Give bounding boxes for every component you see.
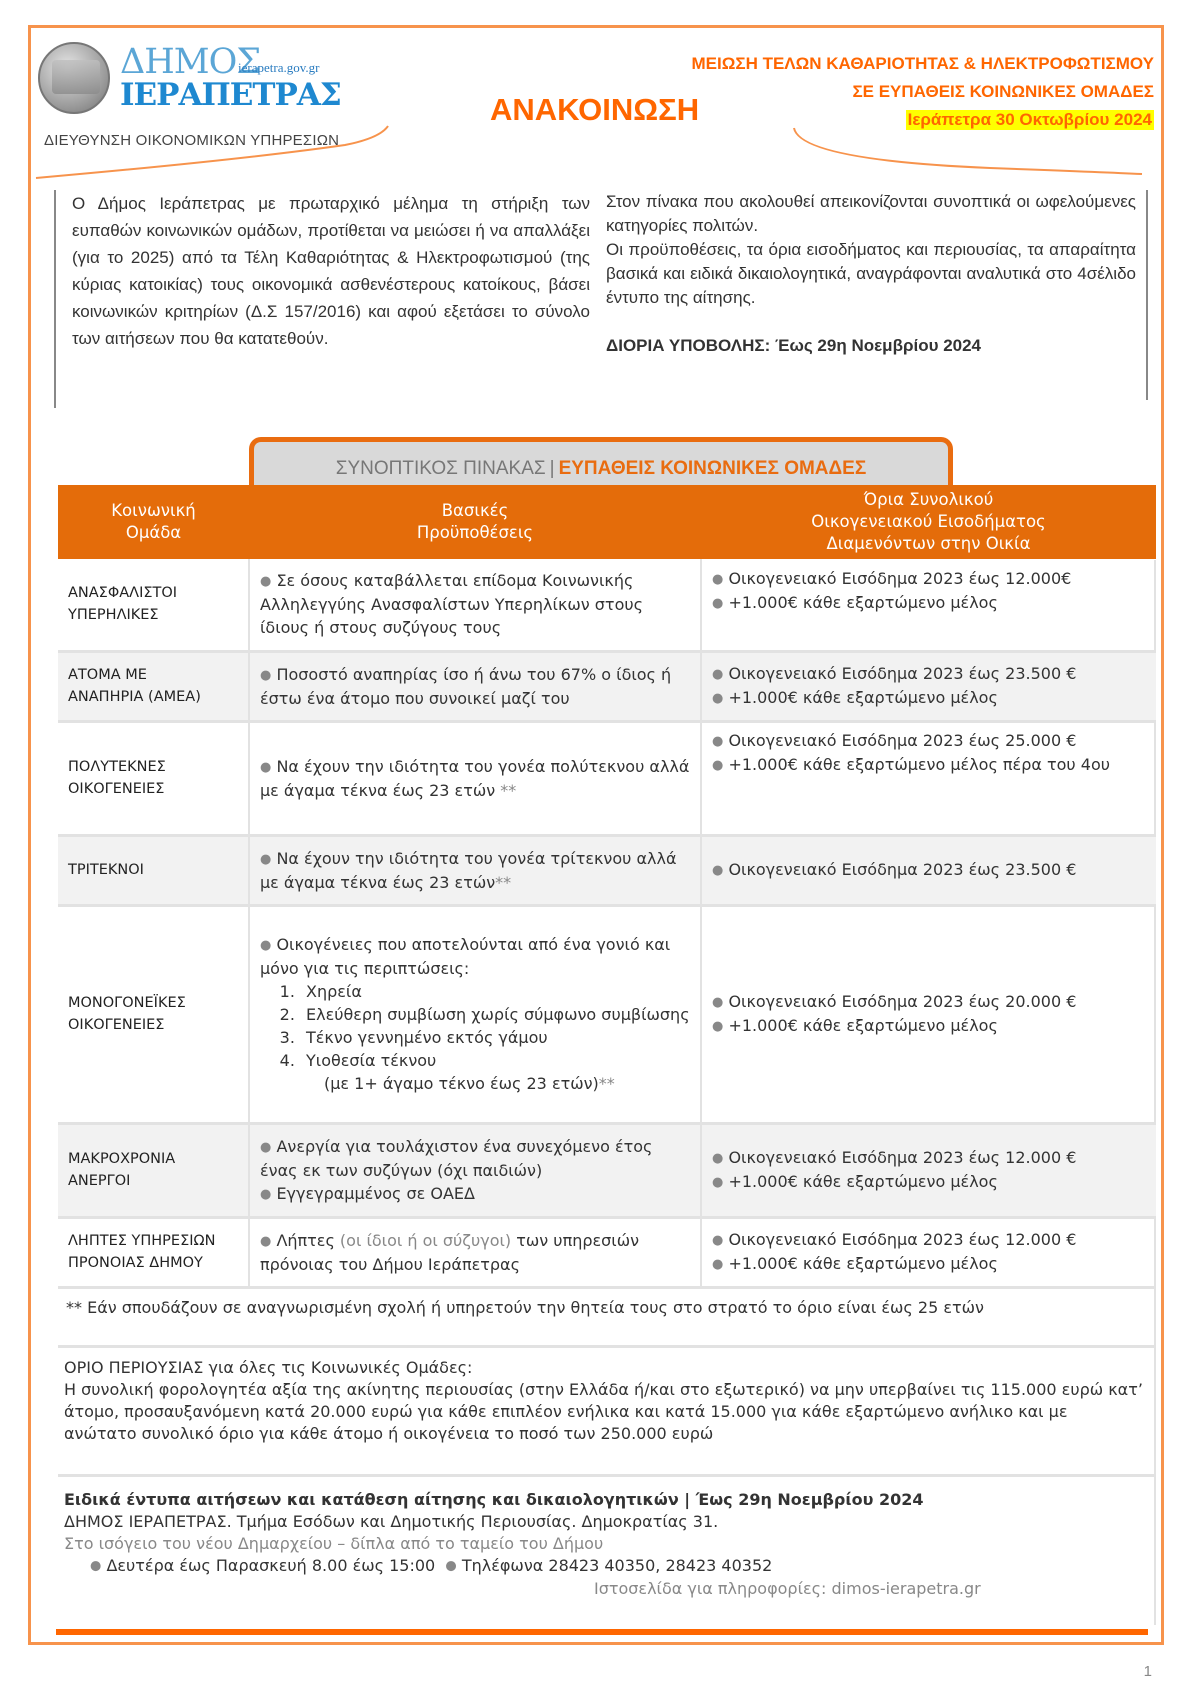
office-hours: Δευτέρα έως Παρασκευή 8.00 έως 15:00 [106,1556,436,1575]
group-cell: ΤΡΙΤΕΚΝΟΙ [58,835,249,905]
group-cell: ΑΤΟΜΑ ΜΕ ΑΝΑΠΗΡΙΑ (ΑΜΕΑ) [58,651,249,721]
table-row [58,1123,1156,1217]
bullet-icon: ● [260,1139,272,1155]
bullet-icon: ● [260,574,272,590]
conditions-cell: ● Να έχουν την ιδιότητα του γονέα τρίτεκνου αλλά με άγαμα τέκνα έως 23 ετών** [249,835,701,905]
bullet-icon: ● [712,667,724,682]
income-limit-cell: ● Οικογενειακό Εισόδημα 2023 έως 20.000 € ● +1.000€ κάθε εξαρτώμενο μέλος [701,905,1156,1123]
section-divider [58,1474,1156,1477]
intro-requirements-note: Οι προϋποθέσεις, τα όρια εισοδήματος και περιουσίας, τα απαραίτητα βασικά και ειδικά δικαιολογητικά, αναγράφονται αναλυτικά στο 4σέλιδο έντυπο της αίτησης. [606,240,1136,307]
bullet-icon: ● [712,995,724,1010]
asset-limit-heading: ΟΡΙΟ ΠΕΡΙΟΥΣΙΑΣ για όλες τις Κοινωνικές Ομάδες: [64,1358,473,1377]
table-row [58,721,1156,835]
bullet-icon: ● [260,1233,272,1249]
income-limit-cell: ● Οικογενειακό Εισόδημα 2023 έως 12.000 € ● +1.000€ κάθε εξαρτώμενο μέλος [701,1123,1156,1217]
logo-website: ierapetra.gov.gr [238,60,320,75]
age-footnote: ** Εάν σπουδάζουν σε αναγνωρισμένη σχολή ή υπηρετούν την θητεία τους στο στρατό το όριο είναι έως 25 ετών [66,1298,984,1317]
contact-location: Στο ισόγειο του νέου Δημαρχείου – δίπλα από το ταμείο του Δήμου [64,1534,604,1553]
bottom-accent-bar [56,1629,1148,1635]
document-title-line1: ΜΕΙΩΣΗ ΤΕΛΩΝ ΚΑΘΑΡΙΟΤΗΤΑΣ & ΗΛΕΚΤΡΟΦΩΤΙΣΜΟΥ [691,54,1154,73]
bullet-icon: ● [260,851,272,867]
income-limit-cell: ● Οικογενειακό Εισόδημα 2023 έως 12.000 € ● +1.000€ κάθε εξαρτώμενο μέλος [701,1217,1156,1287]
bullet-icon: ● [712,1151,724,1166]
conditions-cell: ● Οικογένειες που αποτελούνται από ένα γονιό και μόνο για τις περιπτώσεις: 1. Χηρεία 2. Ελεύθερη συμβίωση χωρίς σύμφωνο συμβίωσης 3. Τέκνο γεννημένο εκτός γάμου 4. Υιοθεσία τέκνου (με 1+ άγαμο τέκνο έως 23 ετών)** [249,905,701,1123]
bullet-icon: ● [712,1233,724,1248]
column-header-conditions: Βασικές Προϋποθέσεις [249,485,701,559]
document-title-line2: ΣΕ ΕΥΠΑΘΕΙΣ ΚΟΙΝΩΝΙΚΕΣ ΟΜΑΔΕΣ [852,82,1154,101]
conditions-cell: ● Ανεργία για τουλάχιστον ένα συνεχόμενο έτος ένας εκ των συζύγων (όχι παιδιών) ● Εγγεγραμμένος σε ΟΑΕΔ [249,1123,701,1217]
bullet-icon: ● [712,596,724,611]
table-title-groups: ΕΥΠΑΘΕΙΣ ΚΟΙΝΩΝΙΚΕΣ ΟΜΑΔΕΣ [558,458,867,479]
table-title-separator: | [549,458,555,479]
intro-paragraph-left: Ο Δήμος Ιεράπετρας με πρωταρχικό μέλημα τη στήριξη των ευπαθών κοινωνικών ομάδων, προτίθεται να μειώσει ή να απαλλάξει (για το 2025) από τα Τέλη Καθαριότητας & Ηλεκτροφωτισμού (της κύριας κατοικίας) τους οικονομικά ασθενέστερους κατοίκους, βάσει κοινωνικών κριτηρίων (Δ.Σ 157/2016) και αφού εξετάσει το σύνολο των αιτήσεων που θα κατατεθούν. [54,190,590,408]
asset-limit-text: Η συνολική φορολογητέα αξία της ακίνητης περιουσίας (στην Ελλάδα ή/και στο εξωτερικό) να μην υπερβαίνει τις 115.000 ευρώ κατ’ άτομο, προσαυξανόμενη κατά 20.000 ευρώ για κάθε επιπλέον ενήλικα και κατά 15.000 για κάθε εξαρτώμενο ανήλικο και με ανώτατο συνολικό όριο για κάθε άτομο ή οικογένεια το ποσό των 250.000 ευρώ [64,1380,1143,1443]
table-row [58,905,1156,1123]
single-parent-cases-list [260,980,690,1095]
department-name: ΔΙΕΥΘΥΝΣΗ ΟΙΚΟΝΟΜΙΚΩΝ ΥΠΗΡΕΣΙΩΝ [44,132,340,149]
bullet-icon: ● [260,938,272,953]
table-row [58,835,1156,905]
table-row [58,651,1156,721]
bullet-icon: ● [445,1558,457,1574]
section-divider [58,1345,1156,1348]
bullet-icon: ● [90,1558,102,1574]
submission-deadline: ΔΙΟΡΙΑ ΥΠΟΒΟΛΗΣ: Έως 29η Νοεμβρίου 2024 [606,336,982,355]
bullet-icon: ● [260,667,272,683]
column-header-group: Κοινωνική Ομάδα [58,485,249,559]
document-date: Ιεράπετρα 30 Οκτωβρίου 2024 [907,110,1152,129]
table-row [58,559,1156,651]
footnote-marker: ** [598,1074,615,1093]
contact-section [64,1489,1144,1600]
bullet-icon: ● [712,691,724,706]
group-cell: ΑΝΑΣΦΑΛΙΣΤΟΙ ΥΠΕΡΗΛΙΚΕΣ [58,559,249,651]
income-limit-cell: ● Οικογενειακό Εισόδημα 2023 έως 23.500 € ● +1.000€ κάθε εξαρτώμενο μέλος [701,651,1156,721]
contact-heading: Ειδικά έντυπα αιτήσεων και κατάθεση αίτησης και δικαιολογητικών | Έως 29η Νοεμβρίου 2024 [64,1490,924,1509]
phone-numbers: Τηλέφωνα 28423 40350, 28423 40352 [461,1556,773,1575]
footnote-marker: ** [495,780,517,800]
bullet-icon: ● [712,863,724,878]
logo-text-dimos: ΔΗΜΟΣ [120,42,261,82]
bullet-icon: ● [712,572,724,587]
bullet-icon: ● [712,1019,724,1034]
group-cell: ΜΟΝΟΓΟΝΕΪΚΕΣ ΟΙΚΟΓΕΝΕΙΕΣ [58,905,249,1123]
intro-table-note: Στον πίνακα που ακολουθεί απεικονίζονται συνοπτικά οι ωφελούμενες κατηγορίες πολιτών. [606,192,1136,235]
case-item: 1. Χηρεία [300,980,690,1003]
conditions-cell: ● Ποσοστό αναπηρίας ίσο ή άνω του 67% ο ίδιος ή έστω ένα άτομο που συνοικεί μαζί του [249,651,701,721]
bullet-icon: ● [712,757,724,773]
case-item: 2. Ελεύθερη συμβίωση χωρίς σύμφωνο συμβίωσης [300,1003,690,1026]
announcement-heading: ΑΝΑΚΟΙΝΩΣΗ [490,92,700,127]
conditions-cell: ● Να έχουν την ιδιότητα του γονέα πολύτεκνου αλλά με άγαμα τέκνα έως 23 ετών ** [249,721,701,835]
case-item: 4. Υιοθεσία τέκνου (με 1+ άγαμο τέκνο έως 23 ετών)** [300,1049,690,1095]
contact-hours-phones [64,1555,1144,1578]
website-info: Ιστοσελίδα για πληροφορίες: dimos-ierapetra.gr [594,1578,981,1598]
contact-address: ΔΗΜΟΣ ΙΕΡΑΠΕΤΡΑΣ. Τμήμα Εσόδων και Δημοτικής Περιουσίας. Δημοκρατίας 31. [64,1512,719,1531]
footnote-marker: ** [495,872,512,892]
conditions-cell: ● Λήπτες (οι ίδιοι ή οι σύζυγοι) των υπηρεσιών πρόνοιας του Δήμου Ιεράπετρας [249,1217,701,1287]
conditions-cell: ● Σε όσους καταβάλλεται επίδομα Κοινωνικής Αλληλεγγύης Ανασφαλίστων Υπερηλίκων στους ίδιους ή στους συζύγους τους [249,559,701,651]
case-item: 3. Τέκνο γεννημένο εκτός γάμου [300,1026,690,1049]
table-title [249,437,953,485]
table-title-summary: ΣΥΝΟΠΤΙΚΟΣ ΠΙΝΑΚΑΣ [335,458,546,479]
income-limit-cell: ● Οικογενειακό Εισόδημα 2023 έως 25.000 € ● +1.000€ κάθε εξαρτώμενο μέλος πέρα του 4ου [701,721,1156,835]
bullet-icon: ● [260,759,272,775]
group-cell: ΛΗΠΤΕΣ ΥΠΗΡΕΣΙΩΝ ΠΡΟΝΟΙΑΣ ΔΗΜΟΥ [58,1217,249,1287]
table-header-row [58,485,1156,559]
income-limit-cell: ● Οικογενειακό Εισόδημα 2023 έως 23.500 € [701,835,1156,905]
bullet-icon: ● [712,1175,724,1190]
income-limit-cell: ● Οικογενειακό Εισόδημα 2023 έως 12.000€ ● +1.000€ κάθε εξαρτώμενο μέλος [701,559,1156,651]
municipality-logo [38,42,341,132]
logo-text-ierapetra: ΙΕΡΑΠΕΤΡΑΣ [120,77,341,113]
page-number: 1 [1143,1663,1152,1680]
table-row [58,1217,1156,1287]
column-header-income-limits: Όρια Συνολικού Οικογενειακού Εισοδήματος Διαμενόντων στην Οικία [701,485,1156,559]
asset-limit-section [64,1357,1144,1445]
municipal-seal-icon [38,42,110,114]
bullet-icon: ● [260,1186,272,1202]
group-cell: ΠΟΛΥΤΕΚΝΕΣ ΟΙΚΟΓΕΝΕΙΕΣ [58,721,249,835]
summary-table [58,485,1156,1289]
bullet-icon: ● [712,1257,724,1272]
group-cell: ΜΑΚΡΟΧΡΟΝΙΑ ΑΝΕΡΓΟΙ [58,1123,249,1217]
intro-paragraph-right [606,190,1148,400]
bullet-icon: ● [712,733,724,749]
